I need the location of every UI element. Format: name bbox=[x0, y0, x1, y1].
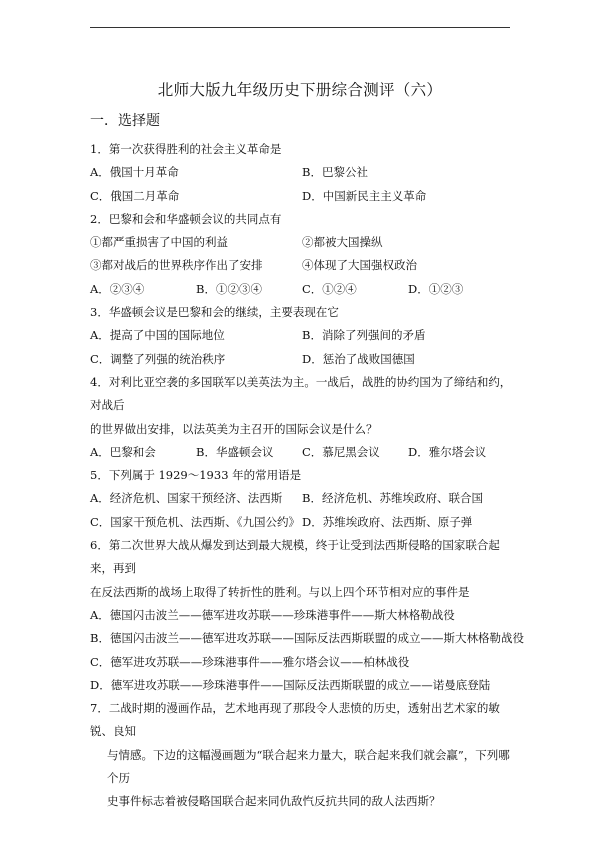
option-group bbox=[90, 324, 515, 371]
question-7 bbox=[90, 534, 524, 697]
question-3 bbox=[90, 278, 515, 301]
answer-option[interactable]: C．德军进攻苏联——珍珠港事件——雅尔塔会议——柏林战役 bbox=[90, 654, 410, 669]
question-8 bbox=[90, 697, 515, 813]
answer-option[interactable]: B．华盛顿会议 bbox=[196, 444, 274, 459]
answer-option[interactable]: A．提高了中国的国际地位 bbox=[90, 328, 225, 343]
answer-option[interactable]: D．苏维埃政府、法西斯、原子弹 bbox=[302, 514, 473, 529]
answer-option[interactable]: D．惩治了战败国德国 bbox=[302, 351, 415, 366]
question-stem-line: 7．二战时期的漫画作品，艺术地再现了那段令人悲愤的历史，透射出艺术家的敏锐、良知 bbox=[90, 701, 500, 739]
answer-option[interactable]: D．德军进攻苏联——珍珠港事件——国际反法西斯联盟的成立——诺曼底登陆 bbox=[90, 677, 491, 692]
answer-option[interactable]: ②都被大国操纵 bbox=[302, 235, 383, 250]
question-stem-line: 4．对利比亚空袭的多国联军以美英法为主。一战后，战胜的协约国为了缔结和约，对战后 bbox=[90, 374, 512, 413]
answer-option[interactable]: A．经济危机、国家干预经济、法西斯 bbox=[90, 491, 283, 506]
answer-option[interactable]: ①都严重损害了中国的利益 bbox=[90, 235, 228, 250]
question-1 bbox=[90, 138, 515, 208]
answer-option[interactable]: D．①②③ bbox=[408, 281, 464, 296]
question-5 bbox=[90, 371, 515, 464]
question-stem-line: 3．华盛顿会议是巴黎和会的继续，主要表现在它 bbox=[90, 305, 339, 320]
question-stem-line: 史事件标志着被侵略国联合起来同仇敌忾反抗共同的敌人法西斯？ bbox=[107, 794, 441, 809]
answer-option[interactable]: D．雅尔塔会议 bbox=[408, 444, 487, 459]
answer-option[interactable]: ③都对战后的世界秩序作出了安排 bbox=[90, 258, 263, 273]
question-stem-line: 与情感。下边的这幅漫画题为“联合起来力量大，联合起来我们就会赢”，下列哪个历 bbox=[107, 747, 510, 786]
answer-option[interactable]: ④体现了大国强权政治 bbox=[302, 258, 417, 273]
question-stem-line: 2．巴黎和会和华盛顿会议的共同点有 bbox=[90, 211, 282, 226]
answer-option[interactable]: C．慕尼黑会议 bbox=[302, 444, 380, 459]
header-rule bbox=[90, 27, 510, 28]
answer-option[interactable]: B．巴黎公社 bbox=[302, 165, 368, 180]
question-list bbox=[90, 138, 524, 814]
question-stem-line: 在反法西斯的战场上取得了转折性的胜利。与以上四个环节相对应的事件是 bbox=[90, 584, 470, 599]
option-group bbox=[90, 161, 515, 208]
answer-option[interactable]: A．俄国十月革命 bbox=[90, 165, 179, 180]
answer-option[interactable]: A．②③④ bbox=[90, 281, 145, 296]
section-heading: 一．选择题 bbox=[90, 113, 160, 129]
answer-option[interactable]: B．经济危机、苏维埃政府、联合国 bbox=[302, 491, 483, 506]
question-4 bbox=[90, 301, 515, 371]
question-stem-line: 6．第二次世界大战从爆发到达到最大规模，终于让受到法西斯侵略的国家联合起来，再到 bbox=[90, 538, 500, 576]
question-2 bbox=[90, 208, 515, 278]
answer-option[interactable]: A．德国闪击波兰——德军进攻苏联——珍珠港事件——斯大林格勒战役 bbox=[90, 607, 455, 622]
answer-option[interactable]: B．消除了列强间的矛盾 bbox=[302, 328, 426, 343]
answer-option[interactable]: B．德国闪击波兰——德军进攻苏联——国际反法西斯联盟的成立——斯大林格勒战役 bbox=[90, 631, 524, 646]
question-stem-line: 1．第一次获得胜利的社会主义革命是 bbox=[90, 142, 282, 156]
question-6 bbox=[90, 464, 515, 534]
question-stem-line: 的世界做出安排，以法英美为主召开的国际会议是什么？ bbox=[90, 421, 378, 436]
option-group bbox=[90, 604, 524, 697]
question-stem-line: 5．下列属于 1929～1933 年的常用语是 bbox=[90, 468, 302, 483]
option-group bbox=[90, 278, 515, 301]
option-group bbox=[90, 441, 515, 464]
option-group bbox=[90, 231, 515, 278]
answer-option[interactable]: C．俄国二月革命 bbox=[90, 188, 180, 203]
answer-option[interactable]: C．调整了列强的统治秩序 bbox=[90, 351, 226, 366]
answer-option[interactable]: C．①②④ bbox=[302, 281, 357, 296]
answer-option[interactable]: D．中国新民主主义革命 bbox=[302, 188, 427, 203]
answer-option[interactable]: B．①②③④ bbox=[196, 281, 262, 296]
answer-option[interactable]: C．国家干预危机、法西斯、《九国公约》 bbox=[90, 514, 301, 529]
document-title: 北师大版九年级历史下册综合测评（六） bbox=[157, 81, 443, 99]
answer-option[interactable]: A．巴黎和会 bbox=[90, 444, 156, 459]
option-group bbox=[90, 487, 515, 534]
